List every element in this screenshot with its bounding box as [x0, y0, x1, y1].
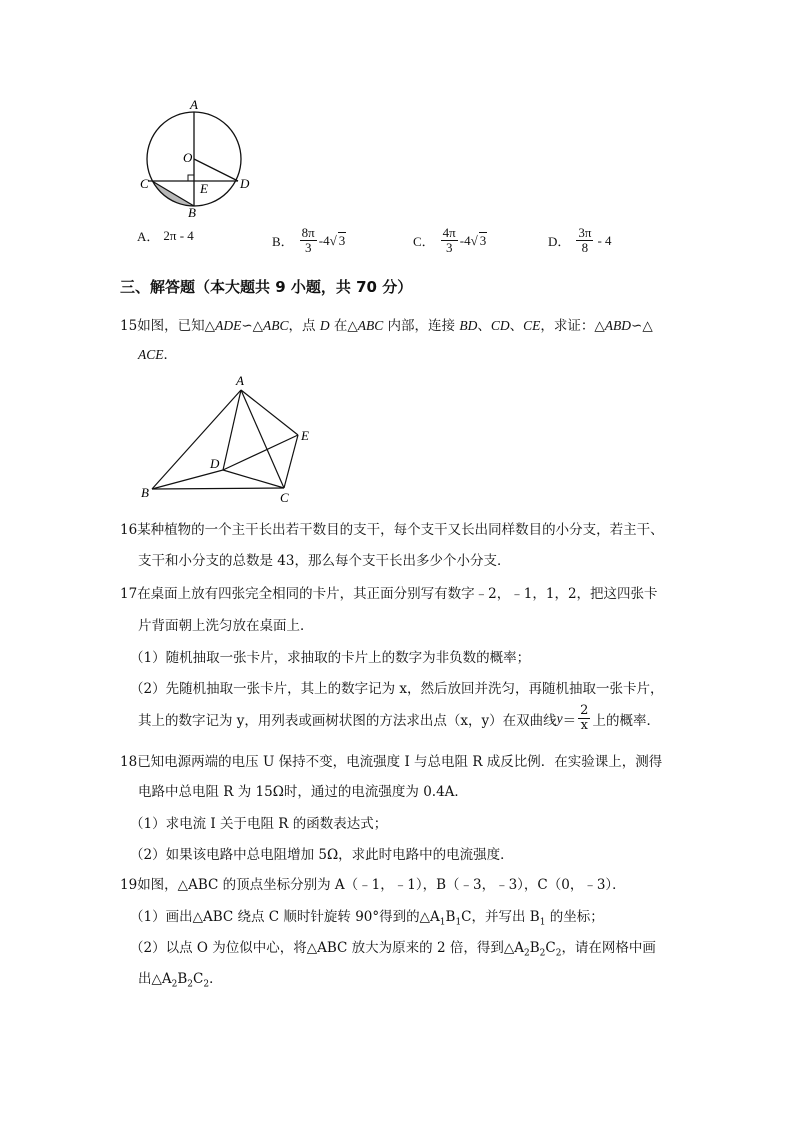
- option-c-minus: -4: [459, 232, 471, 248]
- option-a-letter: A．: [137, 229, 160, 244]
- q15-line1: 15如图，已知△ADE∽△ABC，点 D 在△ABC 内部，连接 BD、CD、CE，求证：△ABD∽△: [120, 318, 653, 334]
- label-b: B: [141, 485, 149, 500]
- q15-line2: ACE．: [138, 347, 177, 363]
- label-a: A: [236, 373, 244, 388]
- option-b-letter: B．: [272, 234, 294, 249]
- option-b-minus: -4: [318, 232, 330, 248]
- q18-sub2: （2）如果该电路中总电阻增加 5Ω，求此时电路中的电流强度．: [130, 847, 514, 863]
- label-e: E: [200, 181, 208, 196]
- q19-sub1: （1）画出△ABC 绕点 C 顺时针旋转 90°得到的$\triangle A_1B_1C$，并写出 $B_1$ 的坐标；: [130, 909, 604, 928]
- q17-sub1: （1）随机抽取一张卡片，求抽取的卡片上的数字为非负数的概率；: [130, 650, 531, 666]
- option-c-root: 3: [479, 233, 487, 248]
- sqrt-symbol: √: [329, 232, 337, 248]
- q16-line2: 支干和小分支的总数是 43，那么每个支干长出多少个小分支．: [138, 553, 511, 569]
- option-d-fraction: $\frac{3\pi}{8}$: [578, 225, 592, 255]
- label-d: D: [210, 456, 220, 471]
- section-title: 三、解答题（本大题共 9 小题，共 70 分）: [120, 278, 413, 296]
- circle-figure: [130, 95, 265, 220]
- option-b-fraction: $\frac{8\pi}{3}$: [301, 225, 315, 255]
- q17-sub2: （2）先随机抽取一张卡片，其上的数字记为 x，然后放回并洗匀，再随机抽取一张卡片，: [130, 681, 664, 697]
- option-c: [413, 226, 487, 255]
- segment-ae: [241, 390, 298, 435]
- q18-sub1: （1）求电流 I 关于电阻 R 的函数表达式；: [130, 816, 388, 832]
- chord-cb: [152, 181, 194, 206]
- label-d: D: [240, 176, 250, 191]
- label-b: B: [188, 205, 196, 220]
- label-e: E: [301, 428, 309, 443]
- label-c: C: [280, 490, 289, 505]
- q19-sub2: （2）以点 O 为位似中心，将△ABC 放大为原来的 2 倍，得到$\triangle A_2B_2C_2$，请在网格中画: [130, 940, 656, 959]
- segment-dc: [223, 470, 284, 488]
- option-d-minus: - 4: [597, 232, 612, 248]
- segment-de: [223, 435, 298, 470]
- segment-ab: [152, 390, 241, 489]
- option-d: [548, 226, 612, 255]
- segment-bd: [152, 470, 223, 489]
- q17-fraction: $\frac{2}{x}$: [580, 703, 589, 733]
- q19-line1: 19如图，△ABC 的顶点坐标分别为 A（﹣1，﹣1），B（﹣3，﹣3），C（0，﹣3）．: [120, 877, 626, 893]
- q19-sub3: 出$\triangle A_2B_2C_2$．: [138, 971, 223, 990]
- q17-line2: 片背面朝上洗匀放在桌面上．: [138, 618, 314, 634]
- q18-line2: 电路中总电阻 R 为 15Ω时，通过的电流强度为 0.4A．: [138, 784, 468, 800]
- triangle-figure: [135, 372, 325, 507]
- q16-line1: 16某种植物的一个主干长出若干数目的支干，每个支干又长出同样数目的小分支，若主干、: [120, 522, 664, 538]
- q17-line1: 17在桌面上放有四张完全相同的卡片，其正面分别写有数字﹣2，﹣1，1，2，把这四张卡: [120, 586, 658, 602]
- label-c: C: [140, 176, 149, 191]
- sqrt-symbol: √: [470, 232, 478, 248]
- q18-line1: 18已知电源两端的电压 U 保持不变，电流强度 I 与总电阻 R 成反比例．在实验课上，测得: [120, 754, 663, 770]
- segment-ac: [241, 390, 284, 488]
- segment-ad: [223, 390, 241, 470]
- option-a-expr: 2π - 4: [163, 227, 194, 243]
- option-a: [137, 226, 194, 245]
- label-a: A: [190, 97, 198, 112]
- option-b: [272, 226, 346, 255]
- option-d-letter: D．: [548, 234, 571, 249]
- option-c-letter: C．: [413, 234, 435, 249]
- segment-bc: [152, 488, 284, 489]
- option-b-root: 3: [338, 233, 346, 248]
- q17-sub3: 其上的数字记为 y，用列表或画树状图的方法求出点（x，y）在双曲线 y ＝ $\frac{2}{x}$ 上的概率．: [138, 703, 660, 733]
- label-o: O: [183, 150, 193, 165]
- right-angle-mark: [188, 175, 194, 181]
- option-c-fraction: $\frac{4\pi}{3}$: [442, 225, 456, 255]
- radius-od: [194, 159, 238, 181]
- segment-ec: [284, 435, 298, 488]
